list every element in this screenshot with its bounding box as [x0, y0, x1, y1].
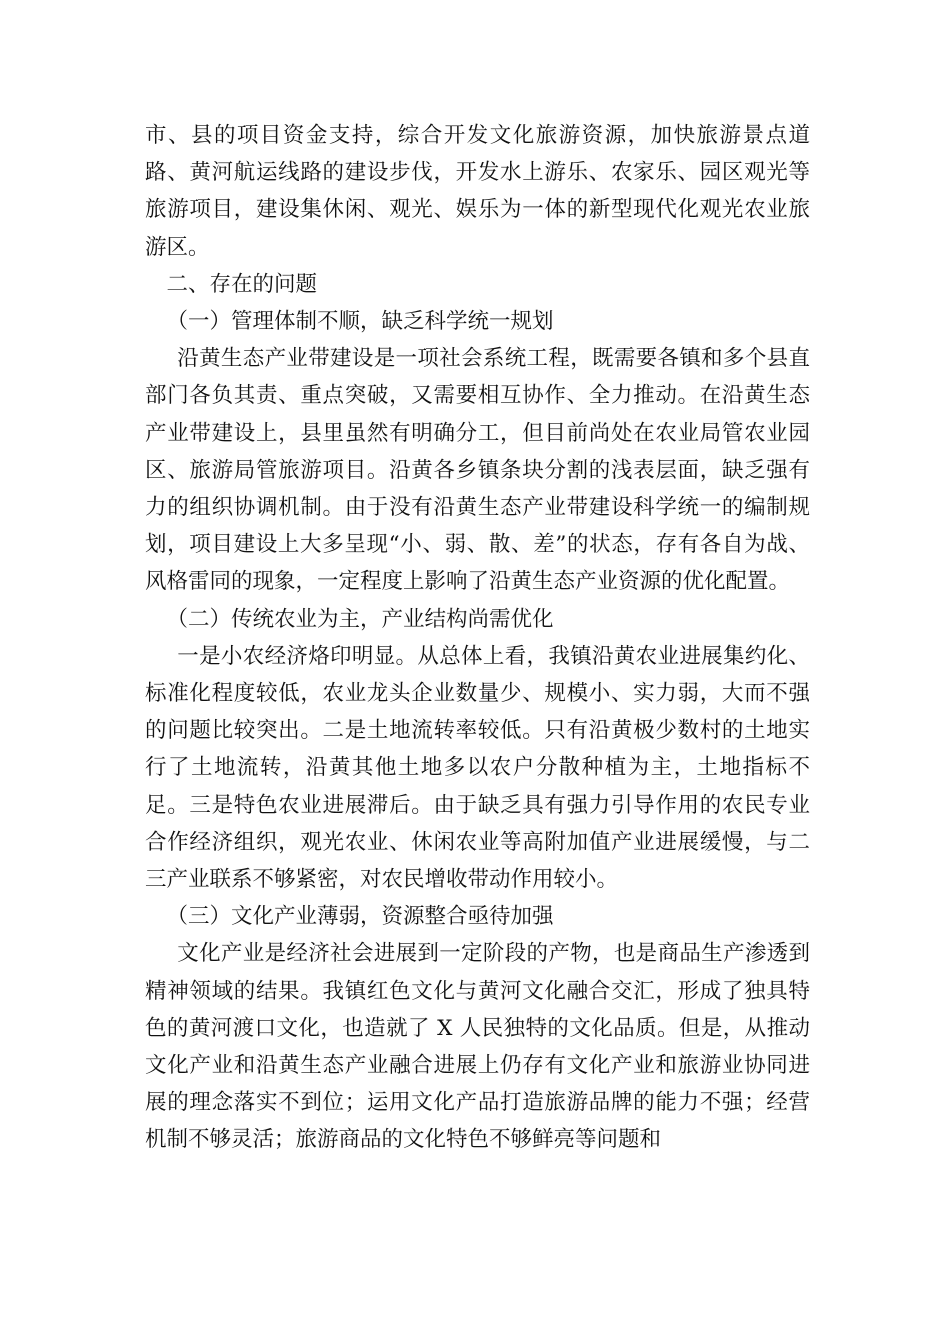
subsection-heading-3: （三）文化产业薄弱，资源整合亟待加强	[166, 904, 554, 930]
subsection-heading-2: （二）传统农业为主，产业结构尚需优化	[166, 606, 554, 632]
section-heading-problems: 二、存在的问题	[166, 271, 318, 297]
document-body	[145, 117, 810, 1159]
paragraph-continuation: 市、县的项目资金支持，综合开发文化旅游资源，加快旅游景点道路、黄河航运线路的建设步伐，开发水上游乐、农家乐、园区观光等旅游项目，建设集休闲、观光、娱乐为一体的新型现代化观光农业旅游区。	[145, 123, 810, 260]
paragraph-management: 沿黄生态产业带建设是一项社会系统工程，既需要各镇和多个县直部门各负其责、重点突破，又需要相互协作、全力推动。在沿黄生态产业带建设上，县里虽然有明确分工，但目前尚处在农业局管农业园区、旅游局管旅游项目。沿黄各乡镇条块分割的浅表层面，缺乏强有力的组织协调机制。由于没有沿黄生态产业带建设科学统一的编制规划，项目建设上大多呈现“小、弱、散、差”的状态，存有各自为战、风格雷同的现象，一定程度上影响了沿黄生态产业资源的优化配置。	[145, 346, 810, 595]
subsection-heading-1: （一）管理体制不顺，缺乏科学统一规划	[166, 309, 554, 335]
paragraph-agriculture: 一是小农经济烙印明显。从总体上看，我镇沿黄农业进展集约化、标准化程度较低，农业龙头企业数量少、规模小、实力弱，大而不强的问题比较突出。二是土地流转率较低。只有沿黄极少数村的土地实行了土地流转，沿黄其他土地多以农户分散种植为主，土地指标不足。三是特色农业进展滞后。由于缺乏具有强力引导作用的农民专业合作经济组织，观光农业、休闲农业等高附加值产业进展缓慢，与二三产业联系不够紧密，对农民增收带动作用较小。	[145, 643, 810, 893]
paragraph-culture: 文化产业是经济社会进展到一定阶段的产物，也是商品生产渗透到精神领域的结果。我镇红色文化与黄河文化融合交汇，形成了独具特色的黄河渡口文化，也造就了 X 人民独特的文化品质。但是，从推动文化产业和沿黄生态产业融合进展上仍存有文化产业和旅游业协同进展的理念落实不到位；运用文化产品打造旅游品牌的能力不强；经营机制不够灵活；旅游商品的文化特色不够鲜亮等问题和	[145, 941, 810, 1153]
